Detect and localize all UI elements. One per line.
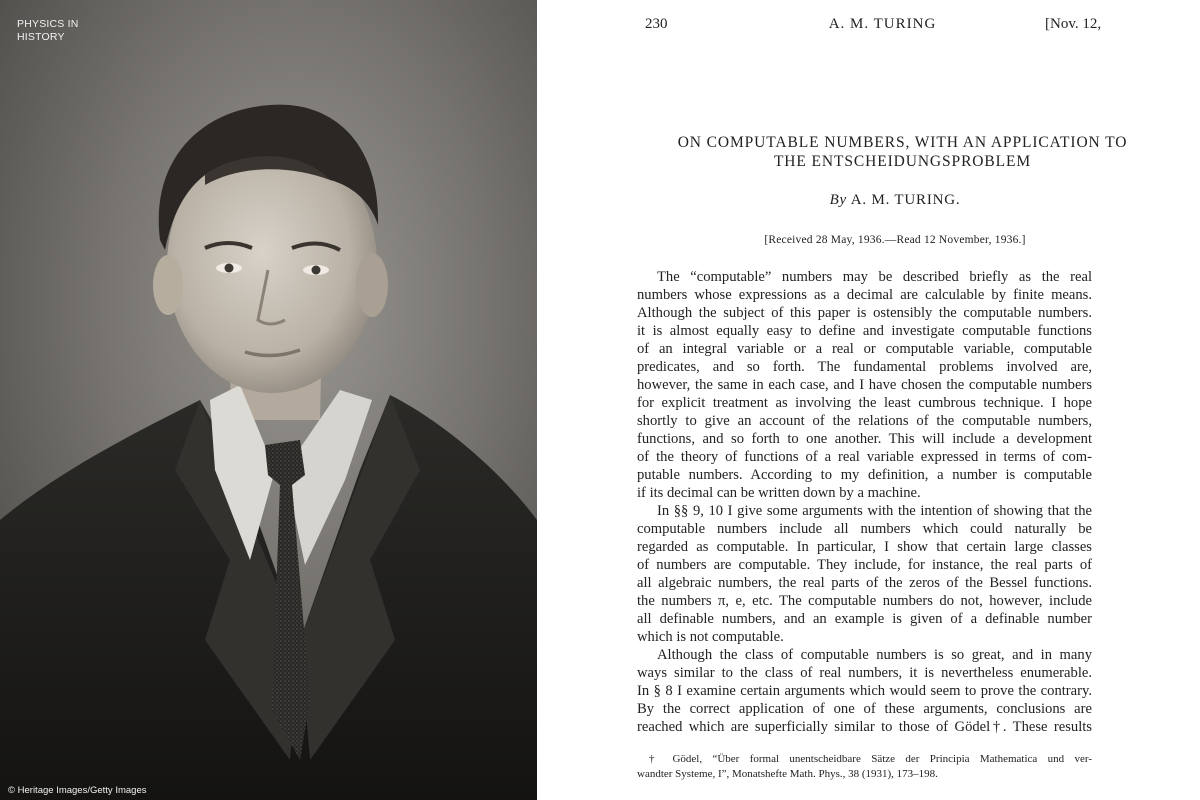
byline: [595, 192, 1195, 209]
text-line: however, the same in each case, and I have chosen the computable numbers: [637, 377, 1092, 393]
byline-author: A. M. TURING.: [850, 192, 961, 208]
footnote-line: wandter Systeme, I”, Monatshefte Math. Phys., 38 (1931), 173–198.: [637, 768, 938, 780]
photo-credit: © Heritage Images/Getty Images: [8, 785, 147, 796]
text-line: regarded as computable. In particular, I show that certain large classes: [637, 539, 1092, 555]
running-date: [Nov. 12,: [1045, 16, 1102, 32]
text-line: In §§ 9, 10 I give some arguments with the intention of showing that the: [657, 503, 1092, 519]
divider: [537, 0, 565, 800]
footnote-line: † Gödel, “Über formal unentscheidbare Sätze der Principia Mathematica und ver-: [649, 753, 1092, 765]
running-author: A. M. TURING: [828, 16, 937, 32]
text-line: which is not computable.: [637, 629, 784, 645]
text-line: it is almost equally easy to define and investigate computable functions: [637, 323, 1092, 339]
text-line: all definable numbers, and an example is given of a definable number: [637, 611, 1092, 627]
text-line: Although the class of computable numbers is so great, and in many: [657, 647, 1092, 663]
text-line: of an integral variable or a real or computable variable, computable: [637, 341, 1092, 357]
text-line: putable numbers. According to my definition, a number is computable: [637, 467, 1092, 483]
text-line: of the theory of functions of a real variable expressed in terms of com-: [637, 449, 1092, 465]
paper-title: ON COMPUTABLE NUMBERS, WITH AN APPLICATION TO THE ENTSCHEIDUNGSPROBLEM: [677, 134, 1128, 170]
text-line: The “computable” numbers may be described briefly as the real: [657, 269, 1092, 285]
text-line: if its decimal can be written down by a machine.: [637, 485, 921, 501]
received-note: [Received 28 May, 1936.—Read 12 November, 1936.]: [764, 234, 1026, 246]
text-line: ways similar to the class of real numbers, it is nevertheless enumerable.: [637, 665, 1092, 681]
running-head: [565, 16, 1200, 36]
text-line: for explicit treatment as involving the least cumbrous technique. I hope: [637, 395, 1092, 411]
portrait-photo: [0, 0, 537, 800]
text-line: computable numbers include all numbers which could naturally be: [637, 521, 1092, 537]
page-number: 230: [645, 16, 668, 32]
text-line: By the correct application of one of these arguments, conclusions are: [637, 701, 1092, 717]
byline-by: By: [829, 192, 847, 208]
text-line: shortly to give an account of the relations of the computable numbers,: [637, 413, 1092, 429]
text-line: all algebraic numbers, the real parts of the zeros of the Bessel functions.: [637, 575, 1092, 591]
text-line: reached which are superficially similar to those of Gödel†. These results: [637, 719, 1092, 735]
text-line: predicates, and so forth. The fundamental problems involved are,: [637, 359, 1092, 375]
text-line: the numbers π, e, etc. The computable numbers do not, however, include: [637, 593, 1092, 609]
paper-page: [565, 0, 1200, 800]
text-line: of numbers are computable. They include, for instance, the real parts of: [637, 557, 1092, 573]
text-line: numbers whose expressions as a decimal are calculable by finite means.: [637, 287, 1092, 303]
text-line: Although the subject of this paper is ostensibly the computable numbers.: [637, 305, 1092, 321]
text-line: In § 8 I examine certain arguments which would seem to prove the contrary.: [637, 683, 1092, 699]
text-line: functions, and so forth to one another. This will include a development: [637, 431, 1092, 447]
footnote: [637, 752, 1092, 782]
portrait-illustration: [0, 0, 537, 800]
body-text: [637, 268, 1092, 736]
brand-watermark: PHYSICS IN HISTORY: [17, 18, 79, 43]
